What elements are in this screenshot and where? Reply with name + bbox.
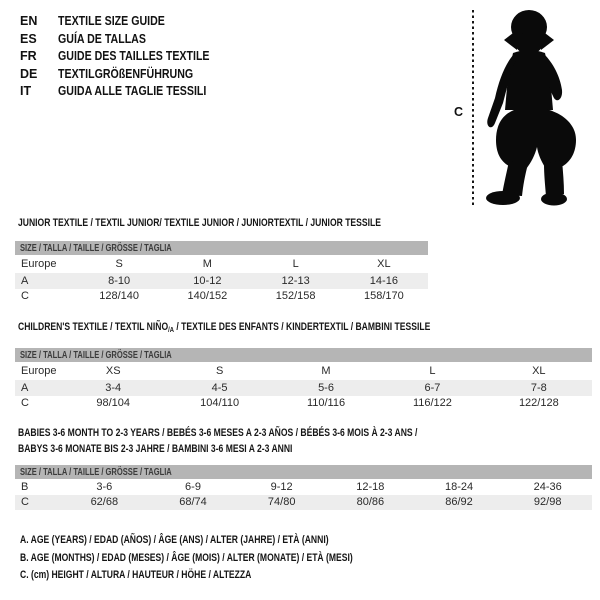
foot-left-shape (486, 191, 520, 205)
babies-title-line2: BABYS 3-6 MONATE BIS 2-3 JAHRE / BAMBINI 3-6 MESI A 2-3 ANNI (18, 443, 293, 455)
value-cell: 5-6 (318, 381, 334, 394)
junior-section-title-text: JUNIOR TEXTILE / TEXTIL JUNIOR/ TEXTILE JUNIOR / JUNIORTEXTIL / JUNIOR TESSILE (18, 217, 381, 229)
value-cell: 68/74 (179, 496, 207, 509)
leg-left-shape (502, 161, 528, 196)
guide-title-es: GUÍA DE TALLAS (58, 31, 146, 46)
children-section-title (15, 321, 592, 336)
height-measure-dashed-line (472, 10, 474, 207)
guide-title-en: TEXTILE SIZE GUIDE (58, 14, 165, 28)
value-cell: 4-5 (211, 381, 228, 394)
value-cell: 14-16 (369, 274, 398, 287)
value-cell: 3-4 (105, 381, 122, 394)
value-cell: 104/110 (200, 397, 240, 410)
size-header-text: SIZE / TALLA / TAILLE / GRÖSSE / TAGLIA (20, 349, 172, 361)
size-header-text: SIZE / TALLA / TAILLE / GRÖSSE / TAGLIA (20, 466, 172, 478)
footnote-b-text: B. AGE (MONTHS) / EDAD (MESES) / ÂGE (MOIS) / ALTER (MONATE) / ETÀ (MESI) (20, 551, 353, 564)
language-row-fr (20, 48, 236, 66)
size-header-text: SIZE / TALLA / TAILLE / GRÖSSE / TAGLIA (20, 242, 172, 254)
children-europe-row (15, 362, 592, 380)
value-cell: 86/92 (445, 496, 473, 509)
value-cell: 92/98 (533, 496, 562, 509)
language-row-it (20, 83, 236, 101)
children-title-subscript: /A (168, 325, 174, 334)
babies-title-line1: BABIES 3-6 MONTH TO 2-3 YEARS / BEBÉS 3-6 MESES A 2-3 AÑOS / BÉBÉS 3-6 MOIS À 2-3 ANS / (18, 427, 418, 439)
children-title-pre: CHILDREN'S TEXTILE / TEXTIL NIÑO (18, 321, 169, 333)
footnote-c-text: C. (cm) HEIGHT / ALTURA / HAUTEUR / HÖHE / ALTEZZA (20, 569, 252, 581)
shorts-shape (496, 108, 576, 169)
legend-footnotes (20, 532, 447, 585)
value-cell: 12-13 (281, 274, 310, 287)
junior-height-row (15, 289, 428, 305)
value-cell: 98/104 (96, 397, 131, 410)
size-cell: M (202, 258, 212, 270)
value-cell: 9-12 (270, 480, 293, 493)
size-cell: XL (532, 365, 546, 377)
size-cell: M (321, 365, 331, 377)
footnote-c (20, 567, 447, 585)
value-cell: 62/68 (90, 496, 119, 509)
leg-right-shape (544, 160, 564, 196)
row-label-europe: Europe (21, 365, 57, 377)
children-section-title-text (18, 321, 430, 336)
junior-section-title (15, 217, 428, 229)
value-cell: 3-6 (96, 480, 113, 493)
foot-right-shape (541, 193, 567, 206)
language-code: EN (20, 14, 38, 28)
guide-title-fr: GUIDE DES TAILLES TEXTILE (58, 49, 210, 64)
value-cell: 74/80 (267, 496, 296, 509)
value-cell: 6-7 (424, 381, 441, 394)
language-row-de (20, 66, 236, 84)
value-cell: 18-24 (444, 480, 474, 493)
size-header-bar (15, 241, 428, 255)
babies-textile-section (15, 425, 592, 510)
junior-age-row (15, 273, 428, 289)
language-code: ES (20, 31, 37, 46)
footnote-a (20, 532, 447, 550)
value-cell: 24-36 (533, 480, 562, 493)
children-textile-section (15, 321, 592, 411)
value-cell: 6-9 (185, 480, 201, 493)
value-cell: 12-18 (356, 480, 385, 493)
row-label-c: C (21, 397, 29, 410)
row-label-europe: Europe (21, 258, 57, 270)
value-cell: 116/122 (412, 397, 452, 410)
language-row-en (20, 13, 236, 31)
value-cell: 128/140 (99, 290, 139, 303)
size-header-bar (15, 348, 592, 362)
height-marker-label: C (454, 105, 464, 119)
size-cell: L (429, 365, 436, 377)
junior-europe-row (15, 255, 428, 273)
value-cell: 152/158 (275, 290, 316, 303)
row-label-c: C (21, 290, 29, 303)
value-cell: 8-10 (108, 274, 131, 287)
size-cell: L (292, 258, 299, 270)
language-code: DE (20, 66, 38, 81)
value-cell: 10-12 (193, 274, 222, 287)
size-header-bar (15, 465, 592, 479)
row-label-b: B (21, 480, 29, 493)
row-label-c: C (21, 496, 29, 509)
footnote-b (20, 550, 447, 568)
row-label-a: A (21, 381, 29, 394)
children-age-row (15, 380, 592, 396)
language-row-es (20, 31, 236, 49)
guide-title-it: GUIDA ALLE TAGLIE TESSILI (58, 84, 207, 99)
toddler-silhouette-image (483, 6, 579, 206)
value-cell: 7-8 (530, 381, 547, 394)
size-cell: XL (377, 258, 391, 270)
row-label-a: A (21, 274, 29, 287)
babies-months-row (15, 479, 592, 495)
value-cell: 158/170 (363, 290, 404, 303)
children-height-row (15, 396, 592, 412)
value-cell: 122/128 (518, 397, 559, 410)
language-code: FR (20, 49, 37, 64)
size-cell: XS (105, 365, 121, 377)
value-cell: 110/116 (306, 397, 346, 410)
language-code: IT (20, 84, 32, 99)
size-cell: S (215, 365, 224, 377)
junior-textile-section (15, 217, 428, 304)
size-cell: S (115, 258, 123, 270)
value-cell: 140/152 (187, 290, 228, 303)
footnote-a-text: A. AGE (YEARS) / EDAD (AÑOS) / ÂGE (ANS) / ALTER (JAHRE) / ETÀ (ANNI) (20, 534, 329, 546)
children-title-post: / TEXTILE DES ENFANTS / KINDERTEXTIL / BAMBINI TESSILE (173, 321, 431, 333)
value-cell: 80/86 (356, 496, 385, 509)
babies-section-title (15, 425, 592, 457)
language-title-list (20, 13, 236, 101)
guide-title-de: TEXTILGRÖßENFÜHRUNG (58, 66, 194, 81)
babies-height-row (15, 495, 592, 511)
